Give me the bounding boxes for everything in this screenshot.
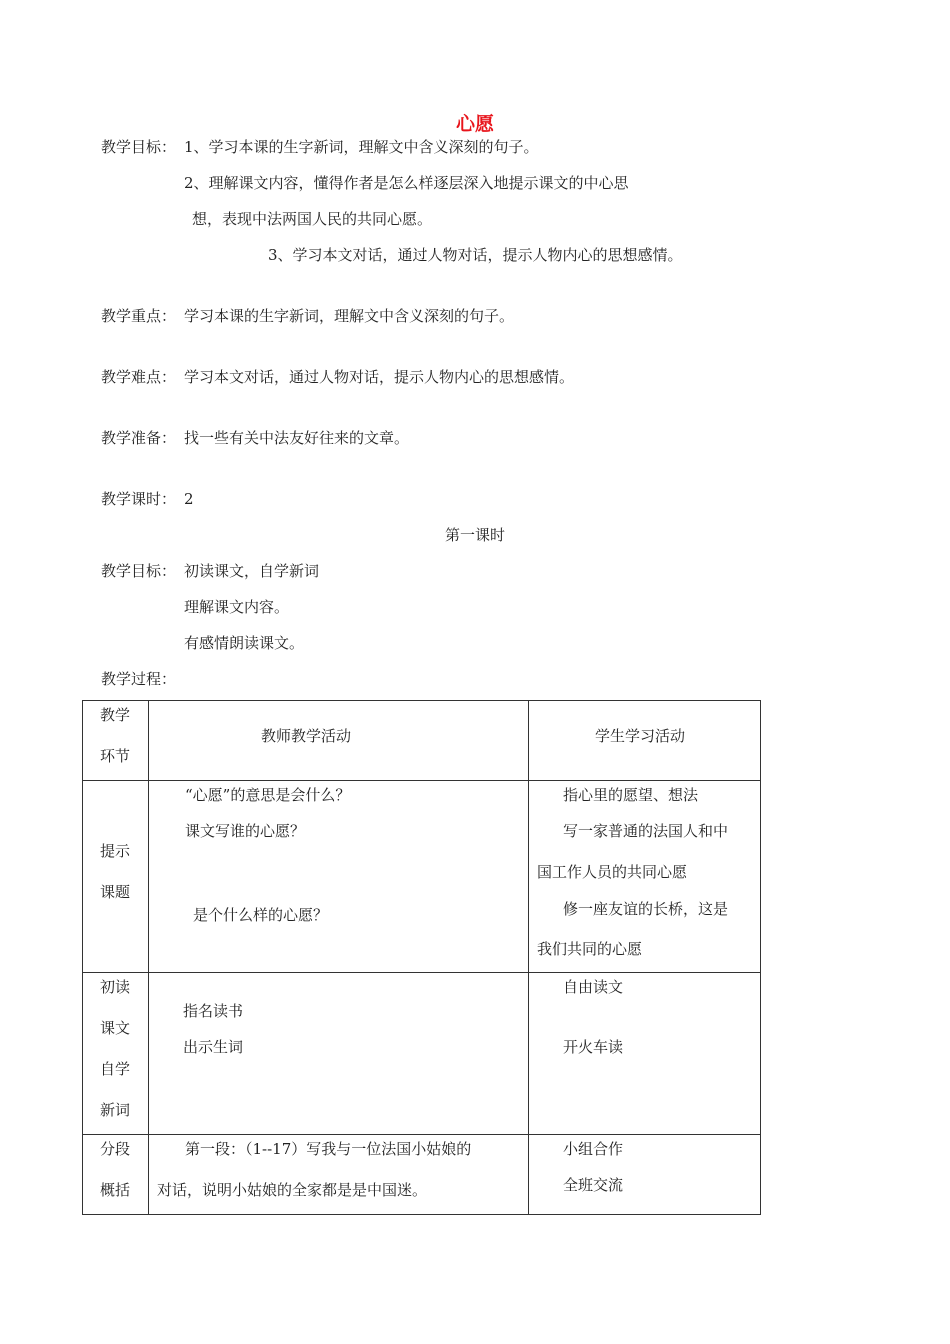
periods-text: 2 <box>184 490 194 508</box>
process-table <box>82 700 761 1215</box>
student-line: 自由读文 <box>563 978 624 996</box>
student-line: 全班交流 <box>563 1176 624 1194</box>
key-point-text: 学习本课的生字新词，理解文中含义深刻的句子。 <box>184 307 515 325</box>
teacher-cell <box>149 973 529 1135</box>
objective-3: 3、学习本文对话，通过人物对话，提示人物内心的思想感情。 <box>268 246 683 264</box>
teacher-line: 第一段：（1--17）写我与一位法国小姑娘的 <box>185 1140 472 1158</box>
teacher-line: 对话，说明小姑娘的全家都是是中国迷。 <box>157 1181 428 1199</box>
difficulty-text: 学习本文对话，通过人物对话，提示人物内心的思想感情。 <box>184 368 575 386</box>
header-stage-line: 环节 <box>100 747 131 765</box>
stage-line: 分段 <box>100 1140 131 1158</box>
preparation-label: 教学准备： <box>101 429 177 447</box>
periods-label: 教学课时： <box>101 490 177 508</box>
header-student-cell <box>529 701 761 781</box>
student-line: 修一座友谊的长桥，这是 <box>563 900 729 918</box>
student-line: 指心里的愿望、想法 <box>563 786 699 804</box>
teacher-cell <box>149 1135 529 1215</box>
objective-1: 1、学习本课的生字新词，理解文中含义深刻的句子。 <box>184 138 539 156</box>
stage-cell <box>83 781 149 973</box>
document-title: 心愿 <box>455 113 494 135</box>
objective-2: 2、理解课文内容，懂得作者是怎么样逐层深入地提示课文的中心思 <box>184 174 629 192</box>
student-cell <box>529 781 761 973</box>
student-cell <box>529 1135 761 1215</box>
lesson1-objective-2: 理解课文内容。 <box>184 598 290 616</box>
student-line: 写一家普通的法国人和中 <box>563 822 729 840</box>
preparation-text: 找一些有关中法友好往来的文章。 <box>184 429 410 447</box>
teacher-line: 是个什么样的心愿？ <box>193 906 329 924</box>
table-row <box>83 973 761 1135</box>
header-stage-cell <box>83 701 149 781</box>
stage-line: 课题 <box>100 883 131 901</box>
stage-line: 新词 <box>100 1101 131 1119</box>
objectives-label: 教学目标： <box>101 138 177 156</box>
teacher-line: “心愿”的意思是会什么？ <box>185 786 351 804</box>
student-line: 小组合作 <box>563 1140 624 1158</box>
stage-line: 提示 <box>100 842 131 860</box>
table-header-row <box>83 701 761 781</box>
header-stage-line: 教学 <box>100 706 131 724</box>
stage-line: 自学 <box>100 1060 131 1078</box>
lesson1-objectives-label: 教学目标： <box>101 562 177 580</box>
teacher-cell <box>149 781 529 973</box>
student-line: 国工作人员的共同心愿 <box>537 863 688 881</box>
student-cell <box>529 973 761 1135</box>
lesson1-objective-1: 初读课文，自学新词 <box>184 562 320 580</box>
teacher-line: 课文写谁的心愿？ <box>185 822 306 840</box>
table-row <box>83 781 761 973</box>
student-line: 我们共同的心愿 <box>537 940 643 958</box>
lesson1-objective-3: 有感情朗读课文。 <box>184 634 305 652</box>
header-student: 学生学习活动 <box>595 727 686 745</box>
header-teacher-cell <box>149 701 529 781</box>
stage-cell <box>83 973 149 1135</box>
stage-line: 初读 <box>100 978 131 996</box>
stage-line: 课文 <box>100 1019 131 1037</box>
teacher-line: 出示生词 <box>183 1038 244 1056</box>
stage-line: 概括 <box>100 1181 131 1199</box>
student-line: 开火车读 <box>563 1038 624 1056</box>
table-row <box>83 1135 761 1215</box>
stage-cell <box>83 1135 149 1215</box>
key-point-label: 教学重点： <box>101 307 177 325</box>
objective-2-continued: 想，表现中法两国人民的共同心愿。 <box>192 210 433 228</box>
teacher-line: 指名读书 <box>183 1002 244 1020</box>
lesson1-heading: 第一课时 <box>444 526 505 544</box>
header-teacher: 教师教学活动 <box>261 727 352 745</box>
process-label: 教学过程： <box>101 670 177 688</box>
difficulty-label: 教学难点： <box>101 368 177 386</box>
